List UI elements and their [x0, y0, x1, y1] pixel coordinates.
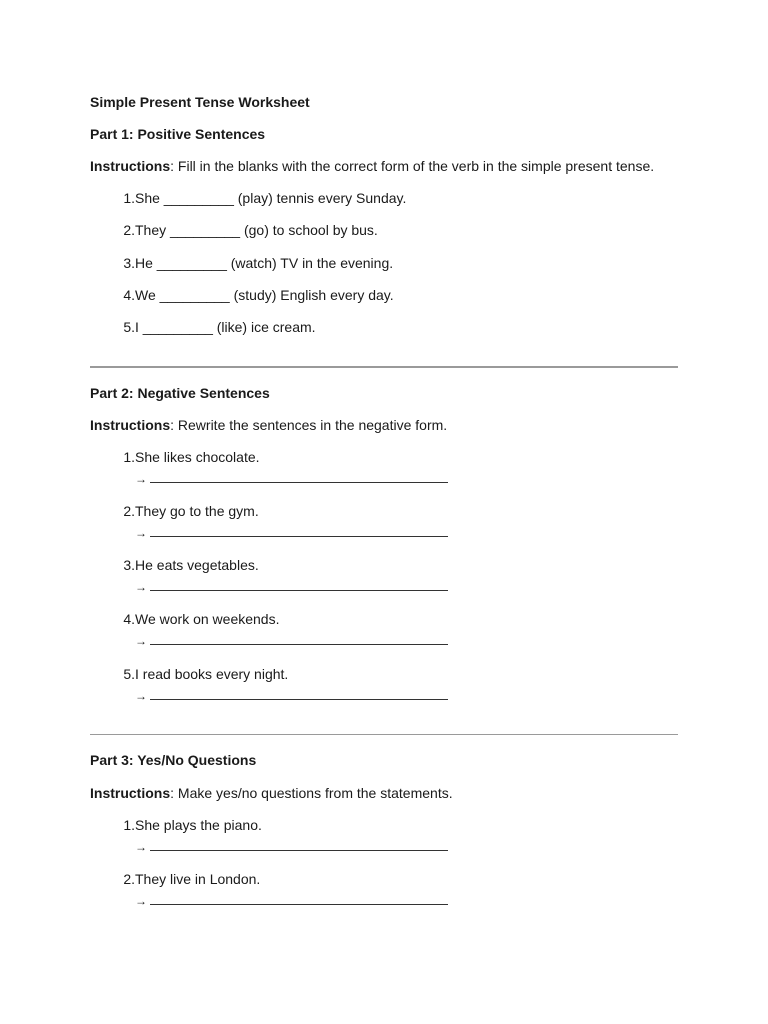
arrow-icon: →	[135, 472, 147, 486]
instructions-label: Instructions	[90, 158, 171, 174]
answer-line[interactable]	[135, 526, 448, 540]
answer-blank[interactable]	[150, 840, 448, 851]
item-number: 5.	[123, 666, 135, 682]
item-text: We _________ (study) English every day.	[135, 287, 394, 303]
item-text: I read books every night.	[135, 666, 289, 682]
item-text: She likes chocolate.	[135, 449, 260, 465]
arrow-icon: →	[135, 526, 147, 540]
list-item	[110, 222, 378, 238]
answer-blank[interactable]	[150, 580, 448, 591]
list-item	[110, 287, 394, 303]
worksheet-title: Simple Present Tense Worksheet	[90, 94, 310, 110]
answer-line[interactable]	[135, 840, 448, 854]
answer-blank[interactable]	[150, 472, 448, 483]
item-number: 1.	[123, 190, 135, 206]
answer-line[interactable]	[135, 634, 448, 648]
instructions-label: Instructions	[90, 785, 171, 801]
item-text: We work on weekends.	[135, 611, 280, 627]
list-item	[110, 611, 280, 627]
item-number: 4.	[123, 287, 135, 303]
item-number: 3.	[123, 255, 135, 271]
item-text: I _________ (like) ice cream.	[135, 319, 316, 335]
instructions-text: : Rewrite the sentences in the negative form.	[170, 417, 448, 433]
list-item	[110, 503, 259, 519]
list-item	[110, 319, 316, 335]
item-text: He eats vegetables.	[135, 557, 259, 573]
answer-blank[interactable]	[150, 894, 448, 905]
arrow-icon: →	[135, 580, 147, 594]
list-item	[110, 666, 289, 682]
section-divider	[90, 366, 678, 368]
arrow-icon: →	[135, 840, 147, 854]
item-number: 3.	[123, 557, 135, 573]
list-item	[110, 190, 407, 206]
instructions-label: Instructions	[90, 417, 171, 433]
item-text: They _________ (go) to school by bus.	[135, 222, 378, 238]
list-item	[110, 255, 394, 271]
arrow-icon: →	[135, 689, 147, 703]
part2-instructions	[90, 417, 447, 433]
list-item	[110, 817, 262, 833]
answer-line[interactable]	[135, 689, 448, 703]
item-text: He _________ (watch) TV in the evening.	[135, 255, 394, 271]
list-item	[110, 449, 260, 465]
answer-line[interactable]	[135, 580, 448, 594]
answer-line[interactable]	[135, 472, 448, 486]
answer-line[interactable]	[135, 894, 448, 908]
part1-instructions	[90, 158, 654, 174]
instructions-text: : Make yes/no questions from the statements.	[170, 785, 453, 801]
item-number: 5.	[123, 319, 135, 335]
section-divider	[90, 734, 678, 735]
item-number: 1.	[123, 817, 135, 833]
item-number: 2.	[123, 503, 135, 519]
item-number: 2.	[123, 871, 135, 887]
item-number: 4.	[123, 611, 135, 627]
item-text: She plays the piano.	[135, 817, 262, 833]
item-number: 1.	[123, 449, 135, 465]
part3-instructions	[90, 785, 453, 801]
list-item	[110, 557, 259, 573]
item-number: 2.	[123, 222, 135, 238]
arrow-icon: →	[135, 634, 147, 648]
item-text: She _________ (play) tennis every Sunday.	[135, 190, 407, 206]
arrow-icon: →	[135, 894, 147, 908]
part2-heading: Part 2: Negative Sentences	[90, 385, 270, 401]
list-item	[110, 871, 261, 887]
part3-heading: Part 3: Yes/No Questions	[90, 752, 257, 768]
item-text: They live in London.	[135, 871, 261, 887]
instructions-text: : Fill in the blanks with the correct form of the verb in the simple present tense.	[170, 158, 655, 174]
answer-blank[interactable]	[150, 526, 448, 537]
answer-blank[interactable]	[150, 689, 448, 700]
item-text: They go to the gym.	[135, 503, 259, 519]
part1-heading: Part 1: Positive Sentences	[90, 126, 266, 142]
answer-blank[interactable]	[150, 634, 448, 645]
